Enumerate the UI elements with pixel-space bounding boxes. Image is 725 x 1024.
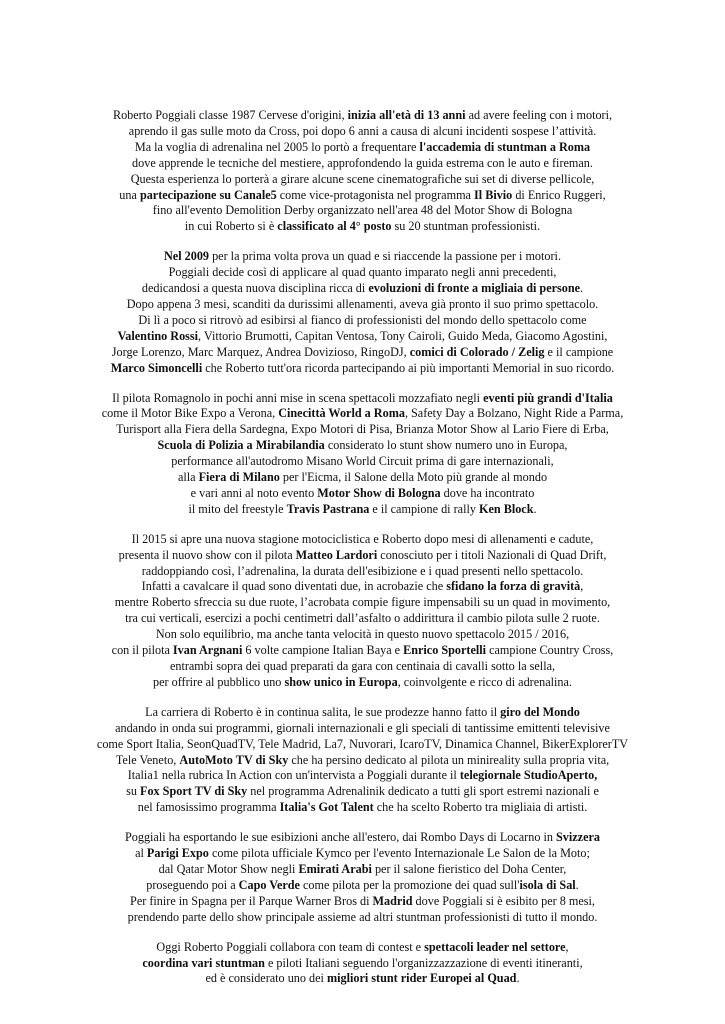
text-run: dove apprende le tecniche del mestiere, approfondendo la guida estrema con le auto e fireman. <box>132 155 593 170</box>
text-run: dedicandosi a questa nuova disciplina ricca di <box>141 281 369 296</box>
bold-text-run: Fiera di Milano <box>198 470 280 485</box>
text-run: Il pilota Romagnolo in pochi anni mise in scena spettacoli mozzafiato negli <box>112 390 484 405</box>
bold-text-run: classificato al 4° posto <box>277 219 392 234</box>
text-line <box>83 611 643 627</box>
text-line <box>83 830 643 846</box>
bold-text-run: coordina vari stuntman <box>142 955 265 970</box>
bold-text-run: eventi più grandi d'Italia <box>483 390 613 405</box>
bold-text-run: Ivan Argnani <box>172 643 243 658</box>
text-run: . <box>533 501 537 516</box>
paragraph-3 <box>83 391 643 518</box>
text-line <box>83 203 643 219</box>
text-line <box>83 219 643 235</box>
text-run: , <box>565 939 569 954</box>
bold-text-run: Capo Verde <box>238 877 300 892</box>
text-run: di Enrico Ruggeri, <box>512 187 606 202</box>
text-line <box>83 156 643 172</box>
text-run: in cui Roberto si è <box>184 219 278 234</box>
text-run: . <box>575 877 579 892</box>
text-run: per offrire al pubblico uno <box>153 674 285 689</box>
text-line <box>83 675 643 691</box>
text-run: con il pilota <box>111 643 173 658</box>
text-run: Oggi Roberto Poggiali collabora con team di contest e <box>156 939 425 954</box>
bold-text-run: Motor Show di Bologna <box>317 485 441 500</box>
bold-text-run: Parigi Expo <box>146 846 209 861</box>
text-line <box>83 454 643 470</box>
text-run: che ha persino dedicato al pilota un minireality sulla propria vita, <box>288 752 610 767</box>
text-run: Poggiali ha esportando le sue esibizioni anche all'estero, dai Rombo Days di Locarno in <box>124 830 557 845</box>
text-run: proseguendo poi a <box>146 877 239 892</box>
text-line <box>83 627 643 643</box>
text-line <box>83 940 643 956</box>
paragraph-7 <box>83 940 643 988</box>
text-line <box>83 956 643 972</box>
text-run: come pilota ufficiale Kymco per l'evento Internazionale Le Salon de la Moto; <box>208 846 590 861</box>
text-line <box>83 406 643 422</box>
text-line <box>83 784 643 800</box>
text-run: entrambi sopra dei quad preparati da gara con centinaia di cavalli sotto la sella, <box>169 659 556 673</box>
text-run: prendendo parte dello show principale assieme ad altri stuntman professionisti di tutto il mondo. <box>127 909 598 924</box>
bold-text-run: spettacoli leader nel settore <box>424 939 566 954</box>
text-run: considerato lo stunt show numero uno in Europa, <box>324 438 568 453</box>
text-line <box>83 313 643 329</box>
text-run: come vice-protagonista nel programma <box>276 187 475 202</box>
text-run: , Vittorio Brumotti, Capitan Ventosa, Tony Cairoli, Guido Meda, Giacomo Agostini, <box>198 328 608 343</box>
text-line <box>83 721 643 737</box>
text-run: mentre Roberto sfreccia su due ruote, l’acrobata compie figure impensabili su un quad in movimento, <box>114 595 611 610</box>
text-run: fino all'evento Demolition Derby organizzato nell'area 48 del Motor Show di Bologna <box>152 203 573 218</box>
text-run: , <box>580 579 584 594</box>
text-line <box>83 910 643 926</box>
text-run: campione Country Cross, <box>486 643 614 658</box>
text-run: raddoppiando così, l’adrenalina, la durata dell'esibizione e i quad presenti nello spettacolo. <box>141 563 584 578</box>
text-run: Questa esperienza lo porterà a girare alcune scene cinematografiche sui set di diverse pellicole, <box>130 171 595 186</box>
text-line <box>83 329 643 345</box>
bold-text-run: Travis Pastrana <box>286 501 370 516</box>
bold-text-run: partecipazione su Canale5 <box>139 187 277 202</box>
text-run: che Roberto tutt'ora ricorda partecipando ai più importanti Memorial in suo ricordo. <box>202 360 615 375</box>
text-line <box>83 846 643 862</box>
bold-text-run: Valentino Rossi <box>117 328 199 343</box>
text-line <box>83 265 643 281</box>
text-line <box>83 124 643 140</box>
text-run: La carriera di Roberto è in continua salita, le sue prodezze hanno fatto il <box>145 704 501 719</box>
bold-text-run: Enrico Sportelli <box>403 643 487 658</box>
bold-text-run: migliori stunt rider Europei al Quad <box>326 971 517 986</box>
text-run: su 20 stuntman professionisti. <box>391 219 541 234</box>
bold-text-run: Fox Sport TV di Sky <box>140 784 248 799</box>
text-line <box>83 800 643 816</box>
text-run: Roberto Poggiali classe 1987 Cervese d'origini, <box>112 108 348 122</box>
text-run: alla <box>177 470 199 485</box>
text-run: aprendo il gas sulle moto da Cross, poi dopo 6 anni a causa di alcuni incidenti sospese l’attività. <box>128 123 597 138</box>
paragraph-5 <box>83 705 643 816</box>
text-run: e piloti Italiani seguendo l'organizzazzazione di eventi itineranti, <box>264 955 583 970</box>
bold-text-run: Scuola di Polizia a Mirabilandia <box>157 438 325 453</box>
text-run: . <box>516 971 520 986</box>
text-line <box>83 281 643 297</box>
text-line <box>83 422 643 438</box>
text-run: Infatti a cavalcare il quad sono diventati due, in acrobazie che <box>141 579 447 594</box>
text-run: dove Poggiali si è esibito per 8 mesi, <box>412 893 595 908</box>
paragraph-4 <box>83 532 643 691</box>
text-run: performance all'autodromo Misano World Circuit prima di gare internazionali, <box>171 454 554 469</box>
text-run: Non solo equilibrio, ma anche tanta velocità in questo nuovo spettacolo 2015 / 2016, <box>155 627 570 642</box>
text-run: , coinvolgente e ricco di adrenalina. <box>397 674 572 689</box>
text-line <box>83 564 643 580</box>
text-run: . <box>580 281 584 296</box>
text-run: ad avere feeling con i motori, <box>465 108 613 122</box>
bold-text-run: Nel 2009 <box>164 249 210 264</box>
text-line <box>83 768 643 784</box>
bold-text-run: Svizzera <box>556 830 601 845</box>
text-line <box>83 971 643 987</box>
text-line <box>83 486 643 502</box>
text-run: nel programma Adrenalinik dedicato a tutti gli sport estremi nazionali e <box>247 784 599 799</box>
text-line <box>83 361 643 377</box>
bold-text-run: isola di Sal <box>519 877 576 892</box>
text-run: Jorge Lorenzo, Marc Marquez, Andrea Dovizioso, RingoDJ, <box>111 344 410 359</box>
text-line <box>83 188 643 204</box>
text-line <box>83 579 643 595</box>
text-run: andando in onda sui programmi, giornali internazionali e gli speciali di tantissime emittenti televisive <box>115 720 610 735</box>
text-run: Turisport alla Fiera della Sardegna, Expo Motori di Pisa, Brianza Motor Show al Lario Fiere di Erba, <box>116 422 609 437</box>
text-run: il mito del freestyle <box>188 501 287 516</box>
text-run: e il campione di rally <box>369 501 479 516</box>
text-line <box>83 532 643 548</box>
text-run: e vari anni al noto evento <box>190 485 318 500</box>
paragraph-6 <box>83 830 643 925</box>
text-line <box>83 345 643 361</box>
text-line <box>83 470 643 486</box>
text-line <box>83 737 643 753</box>
text-line <box>83 108 643 124</box>
text-run: e il campione <box>544 344 614 359</box>
text-run: che ha scelto Roberto tra migliaia di artisti. <box>373 800 588 815</box>
bold-text-run: Italia's Got Talent <box>279 800 374 815</box>
bold-text-run: Cinecittà World a Roma <box>278 406 405 421</box>
text-line <box>83 391 643 407</box>
bold-text-run: evoluzioni di fronte a migliaia di persone <box>368 281 581 296</box>
text-run: presenta il nuovo show con il pilota <box>118 547 296 562</box>
text-run: dove ha incontrato <box>440 485 535 500</box>
text-run: ed è considerato uno dei <box>205 971 327 986</box>
text-run: Il 2015 si apre una nuova stagione motociclistica e Roberto dopo mesi di allenamenti e cadute, <box>131 531 594 546</box>
text-run: 6 volte campione Italian Baya e <box>242 643 404 658</box>
text-run: Poggiali decide così di applicare al quad quanto imparato negli anni precedenti, <box>168 265 557 280</box>
text-line <box>83 705 643 721</box>
bold-text-run: sfidano la forza di gravità <box>446 579 581 594</box>
bold-text-run: comici di Colorado / Zelig <box>409 344 545 359</box>
text-run: conosciuto per i titoli Nazionali di Quad Drift, <box>377 547 607 562</box>
bold-text-run: AutoMoto TV di Sky <box>179 752 289 767</box>
bold-text-run: Madrid <box>372 893 413 908</box>
text-line <box>83 548 643 564</box>
biography-text <box>0 108 725 987</box>
text-line <box>83 140 643 156</box>
text-line <box>83 502 643 518</box>
text-line <box>83 297 643 313</box>
text-run: per l'Eicma, il Salone della Moto più grande al mondo <box>279 470 548 485</box>
bold-text-run: l'accademia di stuntman a Roma <box>419 139 591 154</box>
text-run: Dopo appena 3 mesi, scanditi da durissimi allenamenti, aveva già pronto il suo primo spettacolo. <box>126 296 599 311</box>
text-run: Di lì a poco si ritrovò ad esibirsi al fianco di professionisti del mondo dello spettacolo come <box>138 312 587 327</box>
text-run: Ma la voglia di adrenalina nel 2005 lo portò a frequentare <box>134 139 420 154</box>
text-run: una <box>119 187 140 202</box>
bold-text-run: inizia all'età di 13 anni <box>347 108 466 122</box>
bold-text-run: Ken Block <box>478 501 534 516</box>
text-run: dal Qatar Motor Show negli <box>158 861 299 876</box>
text-line <box>83 172 643 188</box>
bold-text-run: giro del Mondo <box>500 704 580 719</box>
text-line <box>83 643 643 659</box>
text-run: per il salone fieristico del Doha Center, <box>371 861 567 876</box>
bold-text-run: telegiornale StudioAperto, <box>459 768 598 783</box>
text-line <box>83 438 643 454</box>
bold-text-run: Marco Simoncelli <box>110 360 203 375</box>
bold-text-run: show unico in Europa <box>284 674 398 689</box>
text-line <box>83 753 643 769</box>
text-run: per la prima volta prova un quad e si riaccende la passione per i motori. <box>209 249 561 264</box>
text-run: come Sport Italia, SeonQuadTV, Tele Madrid, La7, Nuvorari, IcaroTV, Dinamica Channel, BikerExplorerTV <box>96 736 629 751</box>
text-run: su <box>126 784 140 799</box>
paragraph-1 <box>83 108 643 235</box>
text-line <box>83 878 643 894</box>
bold-text-run: Emirati Arabi <box>298 861 372 876</box>
text-run: come pilota per la promozione dei quad sull' <box>299 877 520 892</box>
text-run: al <box>135 846 147 861</box>
text-line <box>83 249 643 265</box>
text-line <box>83 659 643 675</box>
text-run: Per finire in Spagna per il Parque Warner Bros di <box>130 893 373 908</box>
bold-text-run: Matteo Lardori <box>295 547 378 562</box>
text-line <box>83 862 643 878</box>
text-run: come il Motor Bike Expo a Verona, <box>101 406 279 421</box>
text-run: , Safety Day a Bolzano, Night Ride a Parma, <box>404 406 624 421</box>
text-run: Tele Veneto, <box>115 752 180 767</box>
text-run: nel famosissimo programma <box>137 800 280 815</box>
bold-text-run: Il Bivio <box>474 187 513 202</box>
paragraph-2 <box>83 249 643 376</box>
text-run: Italia1 nella rubrica In Action con un'intervista a Poggiali durante il <box>127 768 460 783</box>
text-run: tra cui verticali, esercizi a pochi centimetri dall’asfalto o addirittura il cambio pilota sulle 2 ruote. <box>125 611 600 626</box>
text-line <box>83 894 643 910</box>
text-line <box>83 595 643 611</box>
